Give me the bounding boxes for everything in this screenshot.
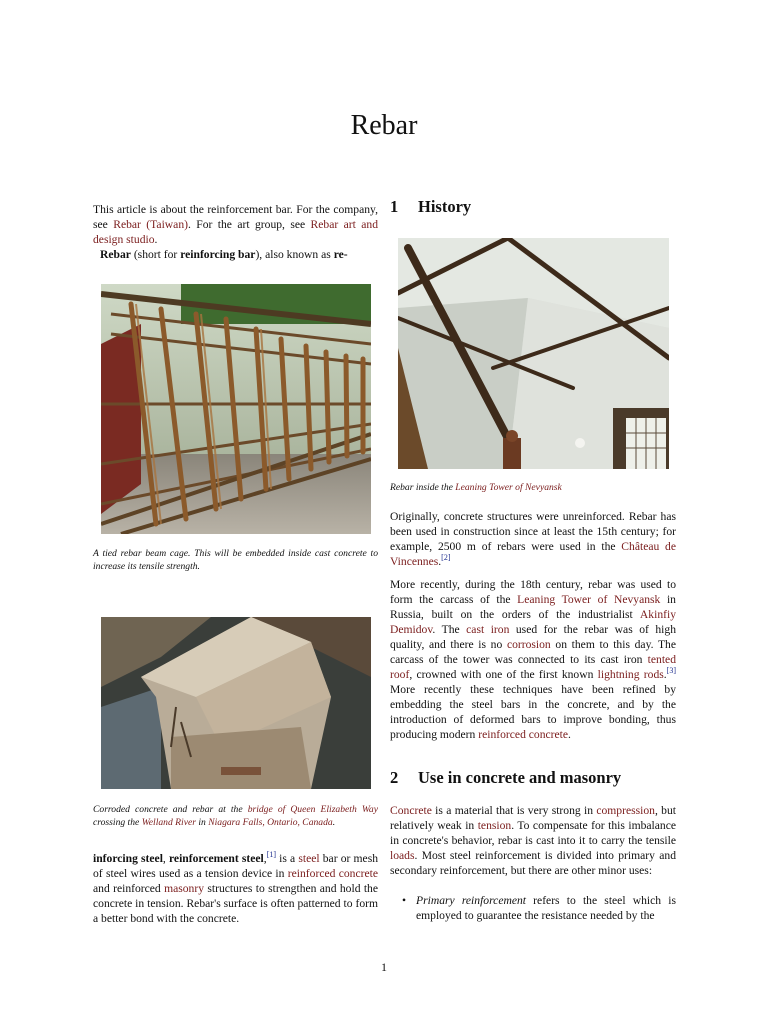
hatnote-text: .	[154, 233, 158, 246]
caption-text: .	[332, 817, 336, 828]
section-number: 2	[390, 768, 399, 787]
link-reinforced-concrete[interactable]: reinforced concrete	[287, 867, 378, 880]
body-text: .	[568, 728, 571, 741]
link-welland-river[interactable]: Welland River	[141, 817, 196, 828]
citation-1[interactable]: [1]	[266, 850, 277, 860]
intro-paragraph-start	[93, 247, 378, 262]
link-niagara-falls[interactable]: Niagara Falls, Ontario, Canada	[208, 817, 333, 828]
term-reinforcement-steel: reinforcement steel	[168, 852, 264, 865]
body-text: is a material that is very strong in	[431, 804, 597, 817]
intro-text: (short for	[130, 248, 181, 261]
body-text: . The	[432, 623, 467, 636]
body-text: on them to this day. The carcass of the tower was connected to its cast iron	[390, 638, 676, 666]
article-title: Rebar	[350, 110, 418, 141]
intro-text: is a	[276, 852, 299, 865]
intro-text: structures to strengthen and hold the concrete in tension. Rebar's surface is often patterned to form a better bond with the concrete.	[93, 882, 379, 925]
left-column	[93, 202, 378, 926]
page-number: 1	[381, 960, 387, 974]
section-heading-use	[390, 770, 676, 785]
link-leaning-tower-nevyansk[interactable]: Leaning Tower of Nevyansk	[455, 482, 562, 493]
body-text: .	[663, 668, 667, 681]
history-paragraph-2	[390, 577, 676, 742]
hatnote	[93, 202, 378, 247]
body-text: in Russia, built on the orders of the industrialist	[390, 593, 676, 621]
intro-text: ,	[162, 852, 169, 865]
body-text: , crowned with one of the first known	[409, 668, 598, 681]
caption-text: in	[195, 817, 209, 828]
body-text: .	[438, 555, 442, 568]
link-compression[interactable]: compression	[596, 804, 655, 817]
corroded-concrete-photo	[101, 617, 371, 789]
caption-text: crossing the	[93, 817, 142, 828]
section-number: 1	[390, 197, 399, 216]
link-corrosion[interactable]: corrosion	[506, 638, 551, 651]
figure-caption-corroded-concrete	[93, 803, 378, 829]
reinforcement-list	[390, 893, 676, 923]
link-rebar-art-studio[interactable]: Rebar art and design studio	[93, 218, 378, 246]
link-chateau-de-vincennes[interactable]: Château de Vincennes	[390, 540, 677, 568]
body-text: . Most steel reinforcement is divided into primary and secondary reinforcement, but there are other minor uses:	[390, 849, 676, 877]
use-paragraph-1	[390, 803, 676, 878]
term-reinforcing-bar: reinforcing bar	[180, 248, 256, 261]
intro-text: and reinforced	[93, 882, 165, 895]
figure-caption-rebar-cage: A tied rebar beam cage. This will be embedded inside cast concrete to increase its tensile strength.	[93, 548, 378, 572]
link-masonry[interactable]: masonry	[164, 882, 205, 895]
intro-text: ), also known as	[255, 248, 334, 261]
right-column	[390, 199, 676, 923]
hatnote-text: . For the art group, see	[187, 218, 311, 231]
body-text: More recently these techniques have been refined by embedding the steel bars in the concrete, and by the introduction of deformed bars to improve bonding, thus producing modern	[390, 683, 676, 741]
body-text: refers to the steel which is employed to guarantee the resistance needed by the	[416, 894, 676, 922]
term-reinforcing-steel: inforcing steel	[93, 852, 163, 865]
body-text: , but relatively weak in	[390, 804, 676, 832]
intro-text: ,	[263, 852, 267, 865]
body-text: More recently, during the 18th century, rebar was used to form the carcass of the	[390, 578, 676, 606]
link-reinforced-concrete[interactable]: reinforced concrete	[478, 728, 569, 741]
figure-caption-tower-interior	[390, 481, 676, 494]
list-item	[390, 893, 676, 923]
link-loads[interactable]: loads	[390, 849, 415, 862]
intro-paragraph-continued	[93, 851, 378, 926]
link-leaning-tower-nevyansk[interactable]: Leaning Tower of Nevyansk	[517, 593, 661, 606]
rebar-cage-photo	[101, 284, 371, 534]
citation-2[interactable]: [2]	[441, 553, 451, 563]
caption-text: Rebar inside the	[390, 482, 456, 493]
intro-text: bar or mesh of steel wires used as a tension device in	[93, 852, 378, 880]
link-lightning-rods[interactable]: lightning rods	[597, 668, 664, 681]
link-tension[interactable]: tension	[477, 819, 512, 832]
link-akinfiy-demidov[interactable]: Akinfiy Demidov	[390, 608, 676, 636]
body-text: . To compensate for this imbalance in concrete's behavior, rebar is cast into it to carry the tensile	[390, 819, 676, 847]
link-cast-iron[interactable]: cast iron	[466, 623, 510, 636]
body-text: Originally, concrete structures were unreinforced. Rebar has been used in construction since at least the 15th century; for example, 2500 m of rebars were used in the	[390, 510, 676, 553]
body-text: used for the rebar was of high quality, and there is no	[390, 623, 676, 651]
section-title: Use in concrete and masonry	[418, 768, 622, 787]
caption-text: Corroded concrete and rebar at the	[93, 804, 248, 815]
section-heading-history	[390, 199, 676, 214]
link-steel[interactable]: steel	[298, 852, 320, 865]
history-paragraph-1	[390, 509, 676, 569]
section-title: History	[418, 197, 472, 216]
link-rebar-taiwan[interactable]: Rebar (Taiwan)	[113, 218, 188, 231]
link-queen-elizabeth-way-bridge[interactable]: bridge of Queen Elizabeth Way	[247, 804, 378, 815]
term-rebar: Rebar	[100, 248, 131, 261]
hatnote-text: This article is about the reinforcement bar. For the company, see	[93, 203, 378, 231]
link-concrete[interactable]: Concrete	[390, 804, 432, 817]
term-primary-reinforcement: Primary reinforcement	[416, 894, 526, 907]
term-reinforcing-steel-start: re-	[333, 248, 348, 261]
tower-interior-photo	[398, 238, 669, 469]
link-tented-roof[interactable]: tented roof	[390, 653, 676, 681]
citation-3[interactable]: [3]	[666, 666, 676, 676]
